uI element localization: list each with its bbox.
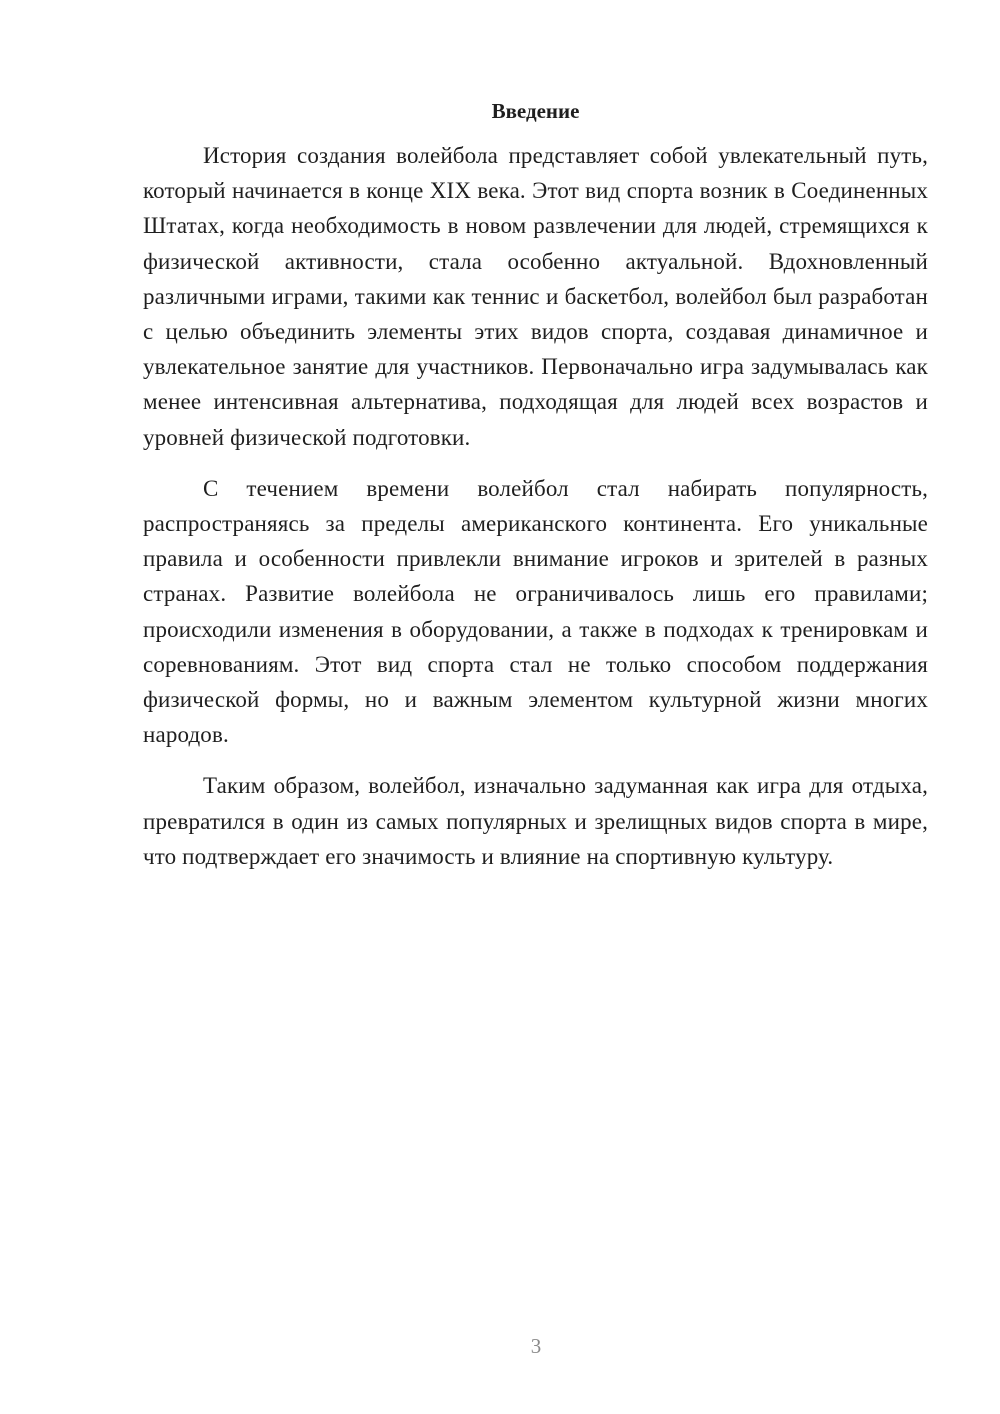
paragraph-2: С течением времени волейбол стал набирать популярность, распространяясь за пределы американского континента. Его уникальные правила и особенности привлекли внимание игроков и зрителей в разных странах. Развитие волейбола не ограничивалось лишь его правилами; происходили изменения в оборудовании, а также в подходах к тренировкам и соревнованиям. Этот вид спорта стал не только способом поддержания физической формы, но и важным элементом культурной жизни многих народов.	[143, 475, 928, 748]
paragraph-3: Таким образом, волейбол, изначально задуманная как игра для отдыха, превратился в один из самых популярных и зрелищных видов спорта в мире, что подтверждает его значимость и влияние на спортивную культуру.	[143, 773, 928, 869]
paragraph-1: История создания волейбола представляет собой увлекательный путь, который начинается в конце XIX века. Этот вид спорта возник в Соединенных Штатах, когда необходимость в новом развлечении для людей, стремящихся к физической активности, стала особенно актуальной. Вдохновленный различными играми, такими как теннис и баскетбол, волейбол был разработан с целью объединить элементы этих видов спорта, создавая динамичное и увлекательное занятие для участников. Первоначально игра задумывалась как менее интенсивная альтернатива, подходящая для людей всех возрастов и уровней физической подготовки.	[143, 143, 928, 450]
page-number: 3	[530, 1334, 542, 1358]
section-heading: Введение	[491, 99, 580, 123]
page-content	[143, 96, 928, 874]
